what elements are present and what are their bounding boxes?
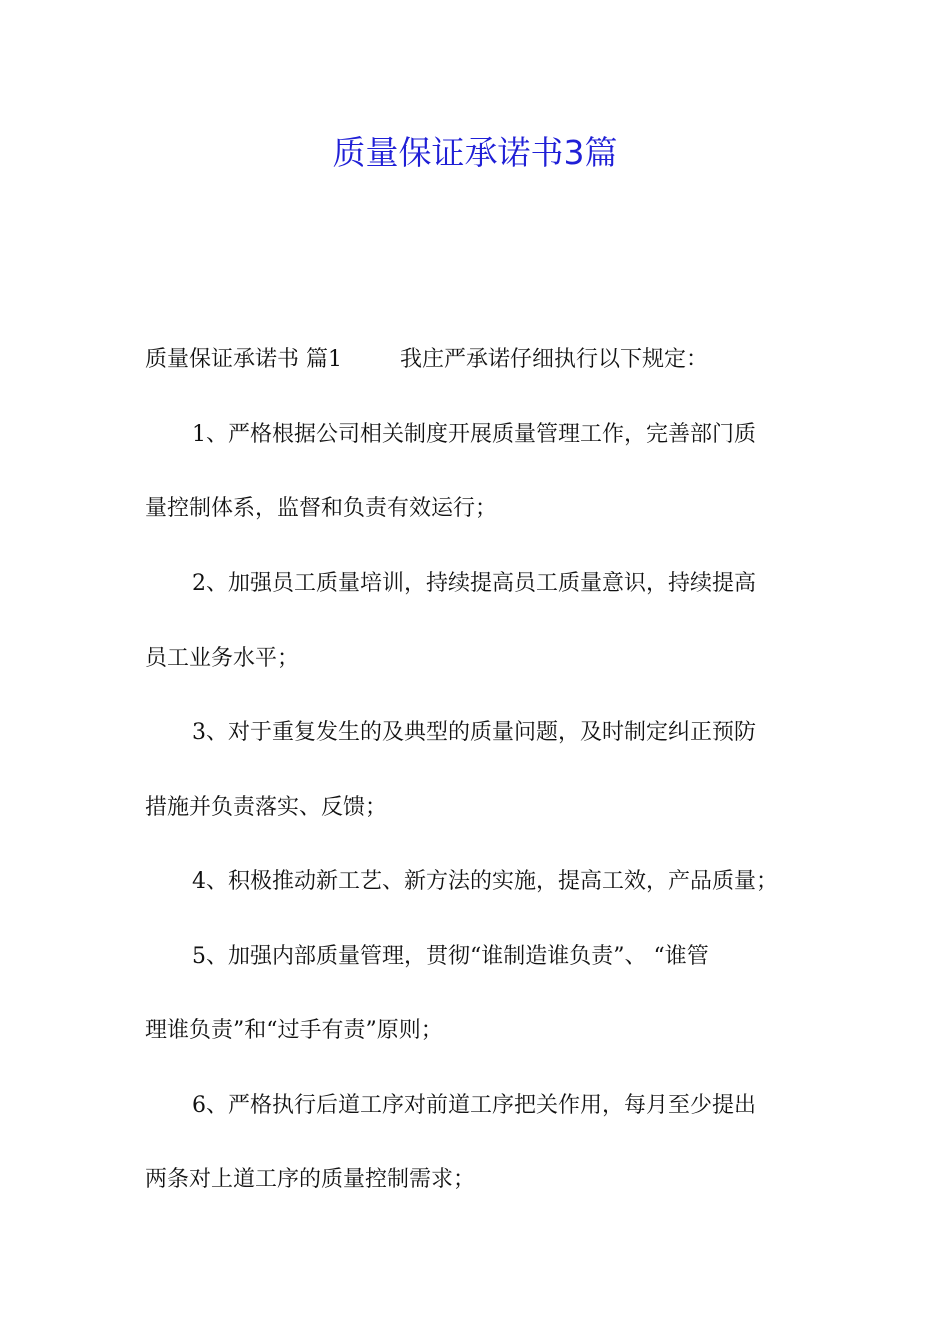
paragraph-line: 措施并负责落实、反馈； — [145, 795, 388, 820]
section-heading: 质量保证承诺书 篇1 — [145, 347, 342, 372]
paragraph-line: 5、加强内部质量管理，贯彻“谁制造谁负责”、 “谁管 — [192, 944, 709, 969]
paragraph-line: 2、加强员工质量培训，持续提高员工质量意识，持续提高 — [192, 571, 756, 596]
paragraph-line: 3、对于重复发生的及典型的质量问题，及时制定纠正预防 — [192, 720, 756, 745]
paragraph-line: 两条对上道工序的质量控制需求； — [145, 1167, 476, 1192]
paragraph-line: 4、积极推动新工艺、新方法的实施，提高工效，产品质量； — [192, 869, 778, 894]
paragraph-line: 1、严格根据公司相关制度开展质量管理工作，完善部门质 — [192, 422, 756, 447]
intro-text: 我庄严承诺仔细执行以下规定： — [400, 347, 709, 372]
document-title: 质量保证承诺书3篇 — [332, 133, 618, 172]
paragraph-line: 6、严格执行后道工序对前道工序把关作用，每月至少提出 — [192, 1093, 756, 1118]
section-heading-line — [145, 345, 708, 375]
paragraph-line: 量控制体系，监督和负责有效运行； — [145, 496, 498, 521]
paragraph-line: 员工业务水平； — [145, 646, 300, 671]
paragraph-line: 理谁负责”和“过手有责”原则； — [145, 1018, 443, 1043]
